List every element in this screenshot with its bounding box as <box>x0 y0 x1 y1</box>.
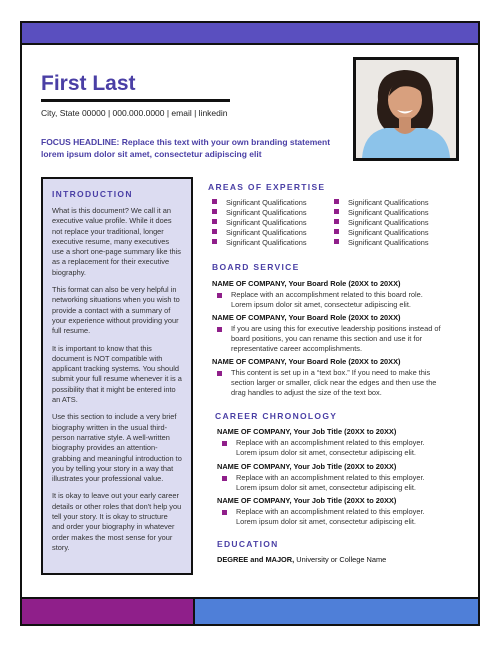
career-entry <box>217 496 425 527</box>
list-item: Significant Qualifications <box>334 218 429 228</box>
square-bullet-icon <box>212 209 217 214</box>
list-item: Significant Qualifications <box>334 238 429 248</box>
name-underline <box>41 99 230 102</box>
square-bullet-icon <box>212 219 217 224</box>
list-item: Significant Qualifications <box>212 238 307 248</box>
focus-headline <box>41 136 341 160</box>
square-bullet-icon <box>222 510 227 515</box>
profile-photo <box>353 57 459 161</box>
intro-paragraph: It is important to know that this document is NOT compatible with applicant tracking systems. You should submit your full resume whenever it is a possibility that it might be entered into an ATS. <box>52 343 182 405</box>
entry-heading: NAME OF COMPANY, Your Job Title (20XX to 20XX) <box>217 496 397 505</box>
entry-text: Replace with an accomplishment related to this board role. Lorem ipsum dolor sit amet, consectetur adipiscing elit. <box>231 290 423 310</box>
education-entry <box>217 555 386 565</box>
square-bullet-icon <box>212 239 217 244</box>
candidate-name: First Last <box>41 72 136 95</box>
entry-heading: NAME OF COMPANY, Your Board Role (20XX to 20XX) <box>212 357 401 366</box>
career-entry <box>217 427 425 458</box>
list-item: Significant Qualifications <box>212 208 307 218</box>
entry-text: Replace with an accomplishment related to this employer. Lorem ipsum dolor sit amet, consectetur adipiscing elit. <box>236 438 425 458</box>
list-item: Significant Qualifications <box>212 218 307 228</box>
square-bullet-icon <box>212 199 217 204</box>
list-item: Significant Qualifications <box>334 198 429 208</box>
entry-text: This content is set up in a “text box.” If you need to make this section larger or smaller, click near the edges and then use the drag handles to adjust the size of the text box. <box>231 368 437 398</box>
intro-paragraph: This format can also be very helpful in networking situations when you wish to provide a contact with a summary of your experience without providing your full resume. <box>52 285 180 336</box>
intro-paragraph: It is okay to leave out your early career details or other roles that don't help you tell your story. It is okay to structure and order your biography in whatever order makes the most sense for your story. <box>52 491 182 552</box>
square-bullet-icon <box>222 476 227 481</box>
entry-text: Replace with an accomplishment related to this employer. Lorem ipsum dolor sit amet, consectetur adipiscing elit. <box>236 507 425 527</box>
board-entry <box>212 279 423 310</box>
degree-major: DEGREE and MAJOR, <box>217 555 295 564</box>
square-bullet-icon <box>334 209 339 214</box>
square-bullet-icon <box>217 327 222 332</box>
expertise-list-right <box>334 198 429 248</box>
board-entry <box>212 313 441 354</box>
bottom-color-bar-right <box>193 597 480 626</box>
contact-line: City, State 00000 | 000.000.0000 | email | linkedin <box>41 108 228 118</box>
square-bullet-icon <box>222 441 227 446</box>
square-bullet-icon <box>217 293 222 298</box>
list-item: Significant Qualifications <box>212 228 307 238</box>
entry-heading: NAME OF COMPANY, Your Job Title (20XX to 20XX) <box>217 462 397 471</box>
board-entry <box>212 357 436 398</box>
entry-heading: NAME OF COMPANY, Your Job Title (20XX to 20XX) <box>217 427 397 436</box>
entry-heading: NAME OF COMPANY, Your Board Role (20XX to 20XX) <box>212 313 401 322</box>
entry-text: Replace with an accomplishment related to this employer. Lorem ipsum dolor sit amet, consectetur adipiscing elit. <box>236 473 425 493</box>
headline-line-2: lorem ipsum dolor sit amet, consectetur adipiscing elit <box>41 149 262 159</box>
square-bullet-icon <box>212 229 217 234</box>
expertise-list-left <box>212 198 307 248</box>
bottom-color-bar-left <box>20 597 195 626</box>
introduction-title: INTRODUCTION <box>52 189 133 199</box>
expertise-title: AREAS OF EXPERTISE <box>208 182 326 192</box>
headline-line-1: FOCUS HEADLINE: Replace this text with your own branding statement <box>41 137 331 147</box>
board-service-title: BOARD SERVICE <box>212 262 300 272</box>
person-portrait-icon <box>356 60 456 158</box>
square-bullet-icon <box>334 239 339 244</box>
square-bullet-icon <box>334 219 339 224</box>
school-name: University or College Name <box>294 555 387 564</box>
list-item: Significant Qualifications <box>212 198 307 208</box>
list-item: Significant Qualifications <box>334 208 429 218</box>
intro-paragraph: Use this section to include a very brief biography written in the usual third-person narrative style. A well-written biography provides an attention-grabbing and meaningful introduction to you by telling your story in a way that illustrates your professional value. <box>52 412 182 484</box>
career-entry <box>217 462 425 493</box>
square-bullet-icon <box>217 371 222 376</box>
intro-paragraph: What is this document? We call it an executive value profile. While it does not replace your traditional, longer executive resume, many executives use a short one-page summary like this as a replacement for their executive biography. <box>52 206 181 277</box>
square-bullet-icon <box>334 199 339 204</box>
square-bullet-icon <box>334 229 339 234</box>
introduction-box <box>41 177 193 575</box>
top-color-bar <box>20 21 480 45</box>
education-title: EDUCATION <box>217 539 279 549</box>
entry-text: If you are using this for executive leadership positions instead of board positions, you can rename this section and use it for representative career accomplishments. <box>231 324 441 354</box>
career-chronology-title: CAREER CHRONOLOGY <box>215 411 338 421</box>
entry-heading: NAME OF COMPANY, Your Board Role (20XX to 20XX) <box>212 279 401 288</box>
list-item: Significant Qualifications <box>334 228 429 238</box>
